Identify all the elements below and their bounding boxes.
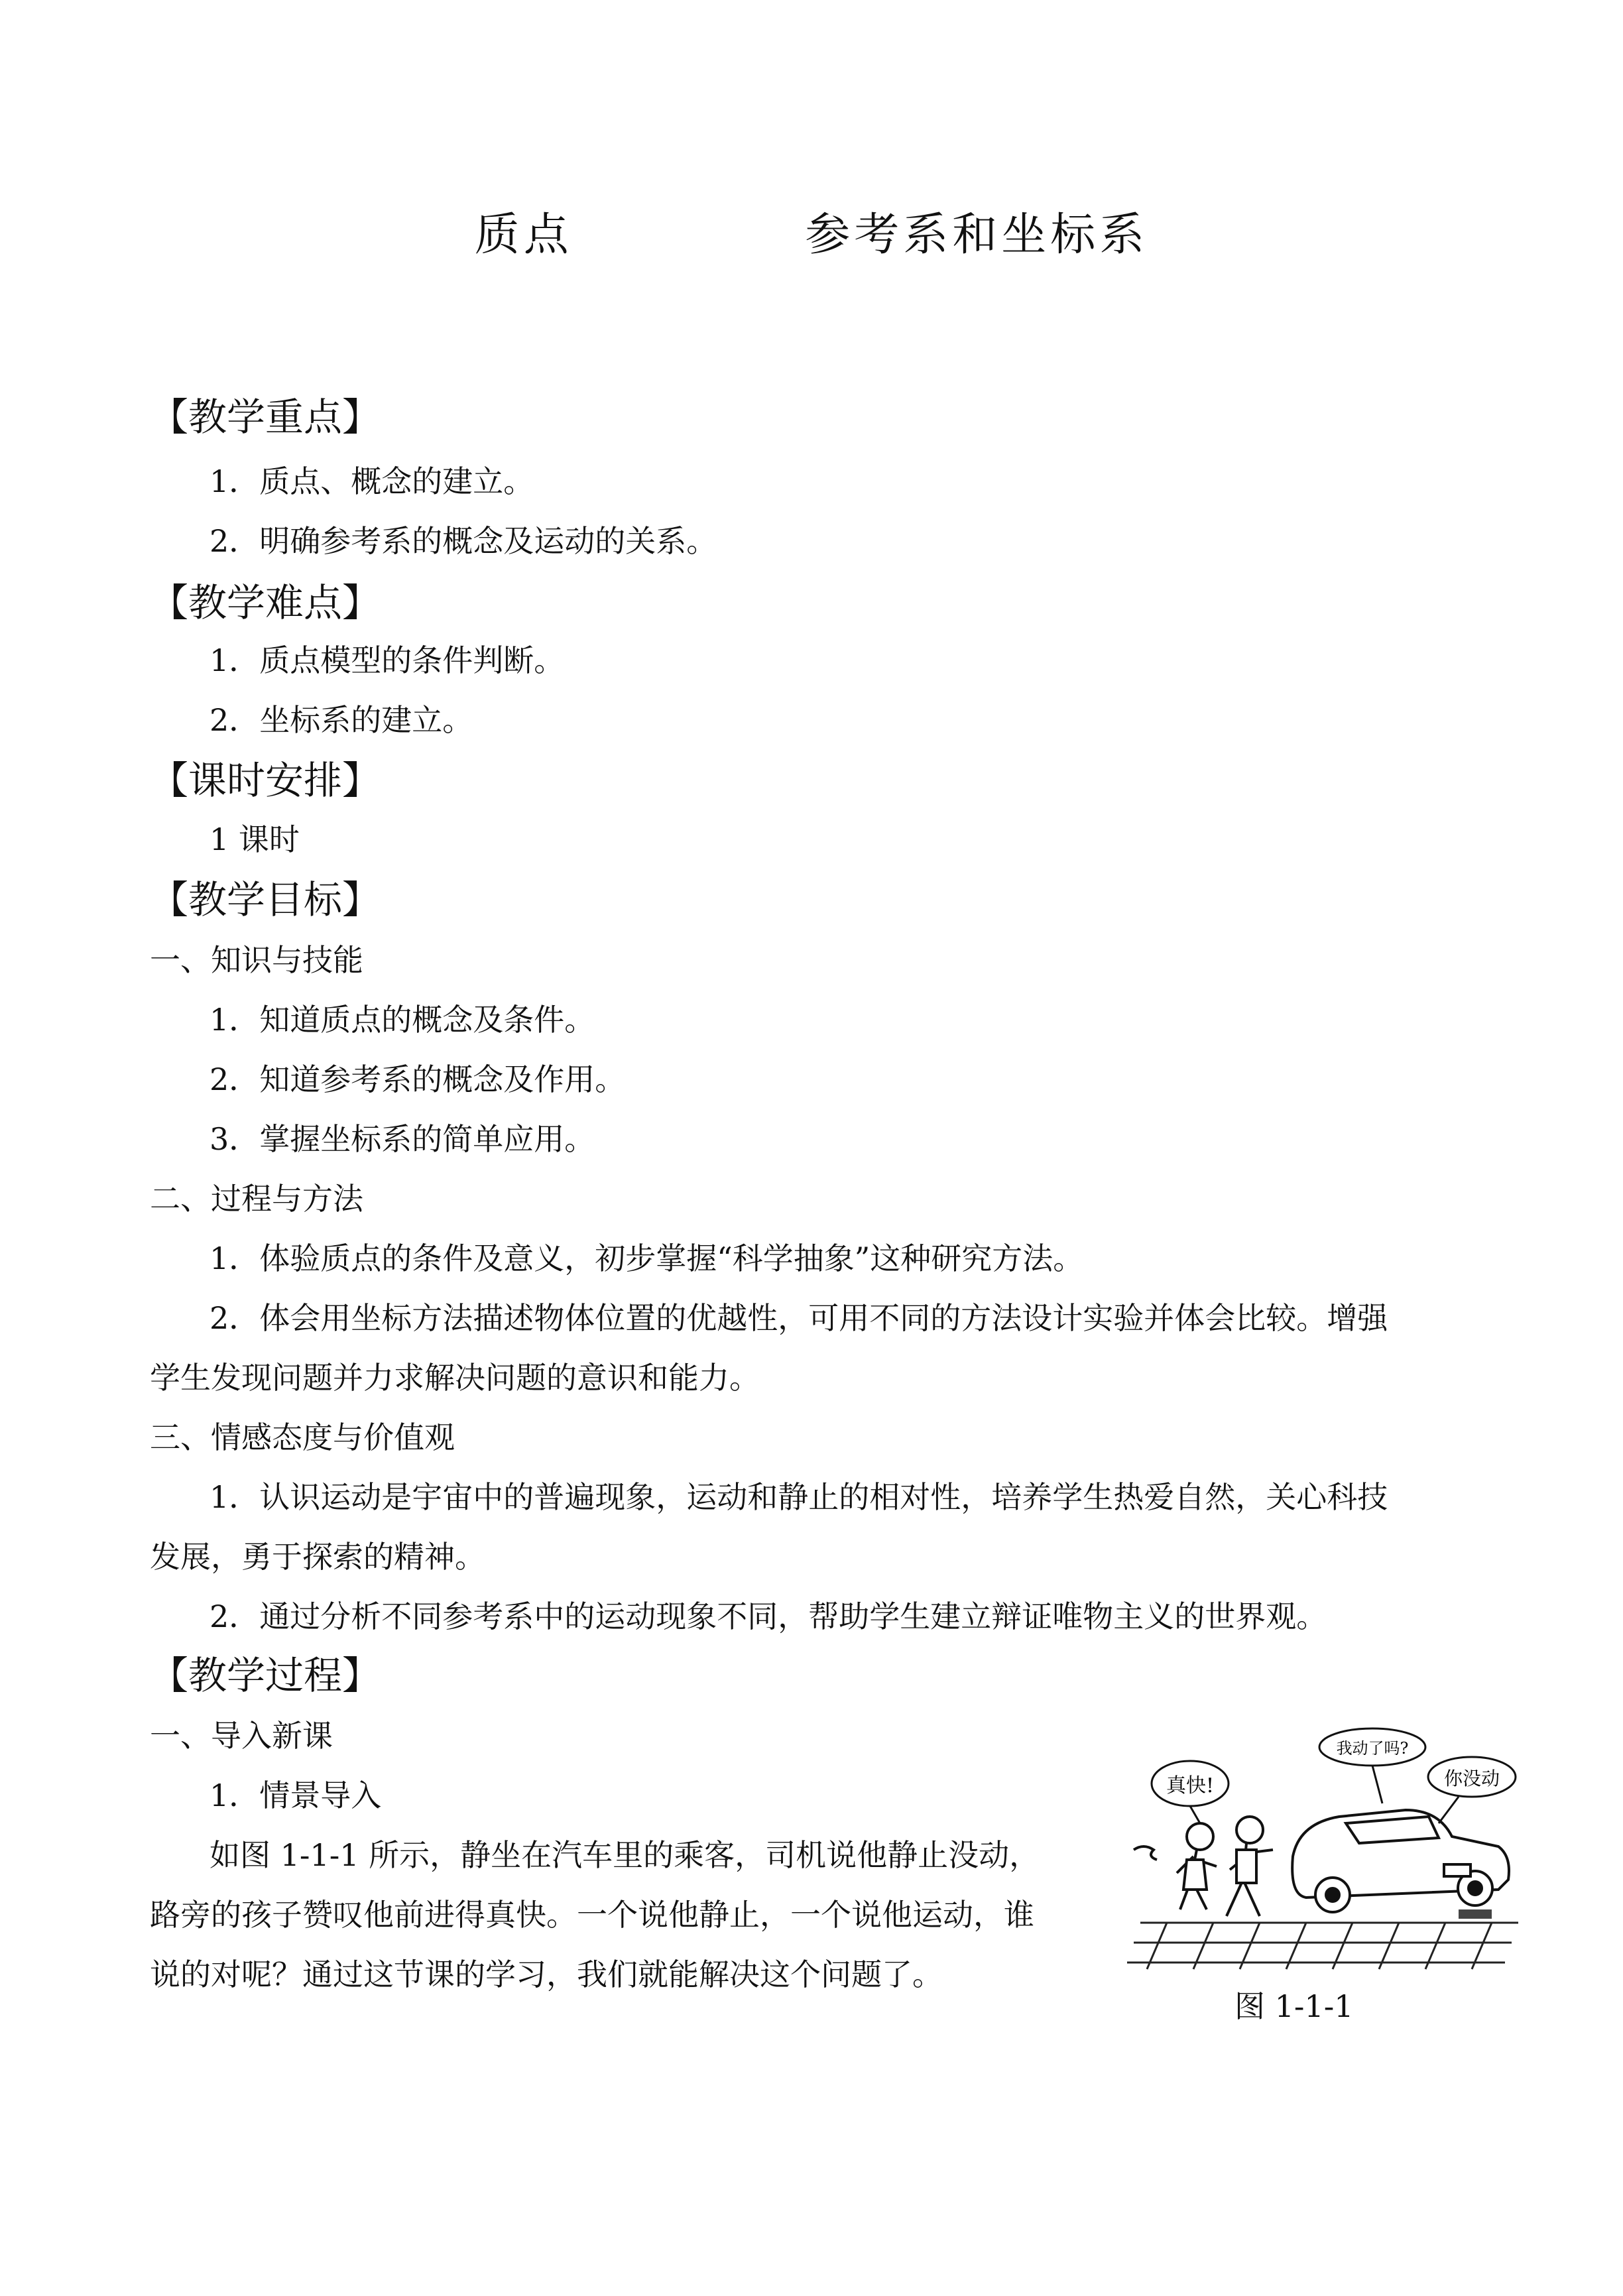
paragraph-line: 说的对呢？通过这节课的学习，我们就能解决这个问题了。 (150, 1957, 943, 1992)
schedule-text: 1 课时 (210, 821, 300, 857)
heading-difficulties: 【教学难点】 (150, 580, 381, 625)
paragraph-line: 如图 1-1-1 所示，静坐在汽车里的乘客，司机说他静止没动， (210, 1837, 1040, 1873)
heading-teaching-process: 【教学过程】 (150, 1653, 381, 1698)
list-item: 2．坐标系的建立。 (210, 702, 473, 738)
list-item: 2．明确参考系的概念及运动的关系。 (210, 523, 717, 559)
list-item: 2．知道参考系的概念及作用。 (210, 1061, 626, 1097)
heading-key-points: 【教学重点】 (150, 394, 381, 440)
bubble-text-kids: 真快! (1166, 1774, 1215, 1797)
running-kids (1134, 1817, 1273, 1916)
subheading-process-method: 二、过程与方法 (150, 1181, 363, 1217)
subheading-knowledge: 一、知识与技能 (150, 942, 363, 978)
figure-car-kids-illustration (1127, 1724, 1525, 1982)
list-item-continuation: 发展，勇于探索的精神。 (150, 1539, 485, 1575)
road-grid (1127, 1923, 1518, 1969)
subheading-scene: 1．情景导入 (210, 1778, 382, 1813)
list-item: 1．知道质点的概念及条件。 (210, 1002, 595, 1038)
bubble-text-driver: 你没动 (1443, 1768, 1500, 1789)
list-item: 2．体会用坐标方法描述物体位置的优越性，可用不同的方法设计实验并体会比较。增强 (210, 1300, 1388, 1336)
list-item: 3．掌握坐标系的简单应用。 (210, 1121, 595, 1157)
heading-schedule: 【课时安排】 (150, 758, 381, 803)
bubble-text-passenger: 我动了吗? (1336, 1739, 1409, 1758)
figure-caption: 图 1-1-1 (1234, 1988, 1354, 2024)
paragraph-line: 路旁的孩子赞叹他前进得真快。一个说他静止，一个说他运动，谁 (150, 1897, 1034, 1933)
subheading-intro: 一、导入新课 (150, 1718, 333, 1754)
heading-objectives: 【教学目标】 (150, 877, 381, 922)
list-item: 1．体验质点的条件及意义，初步掌握“科学抽象”这种研究方法。 (210, 1240, 1084, 1276)
list-item: 1．质点模型的条件判断。 (210, 642, 565, 678)
list-item: 2．通过分析不同参考系中的运动现象不同，帮助学生建立辩证唯物主义的世界观。 (210, 1599, 1327, 1634)
list-item: 1．认识运动是宇宙中的普遍现象，运动和静止的相对性，培养学生热爱自然，关心科技 (210, 1479, 1388, 1515)
subheading-emotion: 三、情感态度与价值观 (150, 1420, 455, 1455)
list-item-continuation: 学生发现问题并力求解决问题的意识和能力。 (150, 1360, 760, 1396)
car (1292, 1810, 1509, 1912)
list-item: 1．质点、概念的建立。 (210, 463, 534, 499)
drain-grate (1459, 1909, 1492, 1919)
page-title: 质点 参考系和坐标系 (474, 209, 1149, 261)
